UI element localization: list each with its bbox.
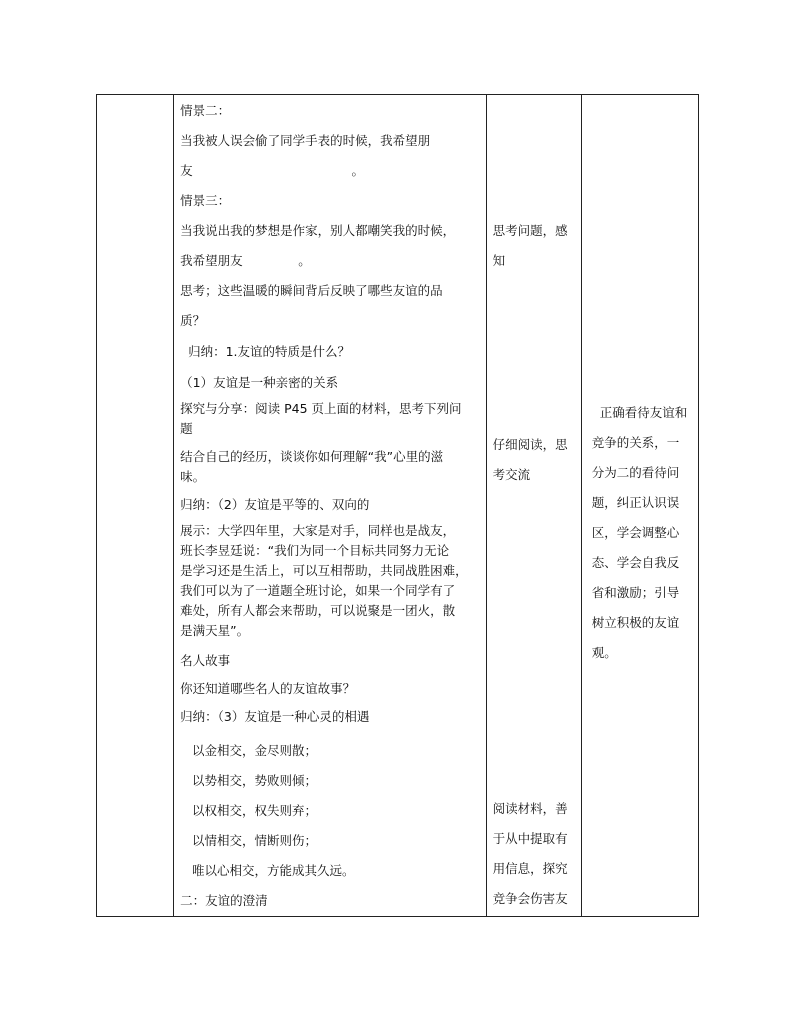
design-line: 态、学会自我反: [591, 555, 680, 570]
content-line: 我们可以为了一道题全班讨论，如果一个同学有了: [180, 583, 456, 598]
design-intent-cell: [581, 95, 698, 917]
design-line: 树立积极的友谊: [591, 615, 680, 630]
content-line: 名人故事: [180, 653, 231, 668]
activity-line: 用信息，探究: [492, 861, 568, 876]
content-line: 难处，所有人都会来帮助，可以说聚是一团火，散: [180, 603, 456, 618]
content-line: 归纳：（2）友谊是平等的、双向的: [180, 497, 370, 512]
content-line: 味。: [180, 469, 206, 484]
content-line: 以金相交，金尽则散；: [180, 743, 318, 758]
content-line: 思考；这些温暖的瞬间背后反映了哪些友谊的品: [180, 283, 443, 298]
design-line: 省和激励；引导: [591, 585, 680, 600]
design-line: 分为二的看待问: [591, 465, 680, 480]
content-line: 是学习还是生活上，可以互相帮助，共同战胜困难，: [180, 563, 468, 578]
content-line: 友 。: [180, 163, 365, 178]
content-line: 当我说出我的梦想是作家，别人都嘲笑我的时候，: [180, 223, 456, 238]
design-line: 观。: [591, 645, 617, 660]
activity-line: 仔细阅读，思: [492, 437, 568, 452]
content-line: 题: [180, 421, 193, 436]
design-line: 区，学会调整心: [591, 525, 680, 540]
activity-line: 于从中提取有: [492, 831, 568, 846]
activity-line: 思考问题，感: [492, 223, 568, 238]
content-line: 探究与分享：阅读 P45 页上面的材料，思考下列问: [180, 401, 462, 416]
design-line: 竞争的关系，一: [591, 435, 680, 450]
content-line: 情景三：: [180, 193, 231, 208]
content-line: 你还知道哪些名人的友谊故事？: [180, 681, 356, 696]
design-intent: [582, 95, 698, 916]
content-line: 结合自己的经历，谈谈你如何理解“我”心里的滋: [180, 449, 444, 464]
empty-cell: [97, 95, 174, 917]
content-line: 二：友谊的澄清: [180, 893, 268, 908]
table-row: [97, 95, 699, 917]
student-activity: [487, 95, 581, 916]
content-line: 归纳：1.友谊的特质是什么？: [180, 344, 350, 359]
design-line: 题，纠正认识误: [591, 495, 680, 510]
activity-line: 知: [492, 253, 506, 268]
teaching-content-cell: [174, 95, 487, 917]
activity-line: 阅读材料，善: [492, 801, 568, 816]
content-line: 我希望朋友 。: [180, 253, 311, 268]
content-line: （1）友谊是一种亲密的关系: [180, 375, 339, 390]
content-line: 情景二：: [180, 103, 231, 118]
content-line: 当我被人误会偷了同学手表的时候，我希望朋: [180, 133, 431, 148]
activity-line: 考交流: [492, 467, 531, 482]
content-line: 以势相交，势败则倾；: [180, 773, 318, 788]
design-line: 正确看待友谊和: [591, 405, 688, 420]
content-line: 唯以心相交，方能成其久远。: [180, 863, 355, 878]
content-line: 归纳：（3）友谊是一种心灵的相遇: [180, 709, 370, 724]
content-line: 以权相交，权失则弃；: [180, 803, 318, 818]
content-line: 以情相交，情断则伤；: [180, 833, 318, 848]
student-activity-cell: [486, 95, 581, 917]
content-line: 班长李昱廷说：“我们为同一个目标共同努力无论: [180, 543, 450, 558]
content-line: 是满天星”。: [180, 623, 250, 638]
activity-line: 竞争会伤害友: [492, 891, 568, 906]
lesson-plan-table: [96, 94, 699, 917]
teaching-content: [174, 95, 486, 916]
content-line: 展示：大学四年里，大家是对手，同样也是战友，: [180, 523, 456, 538]
content-line: 质？: [180, 313, 206, 328]
